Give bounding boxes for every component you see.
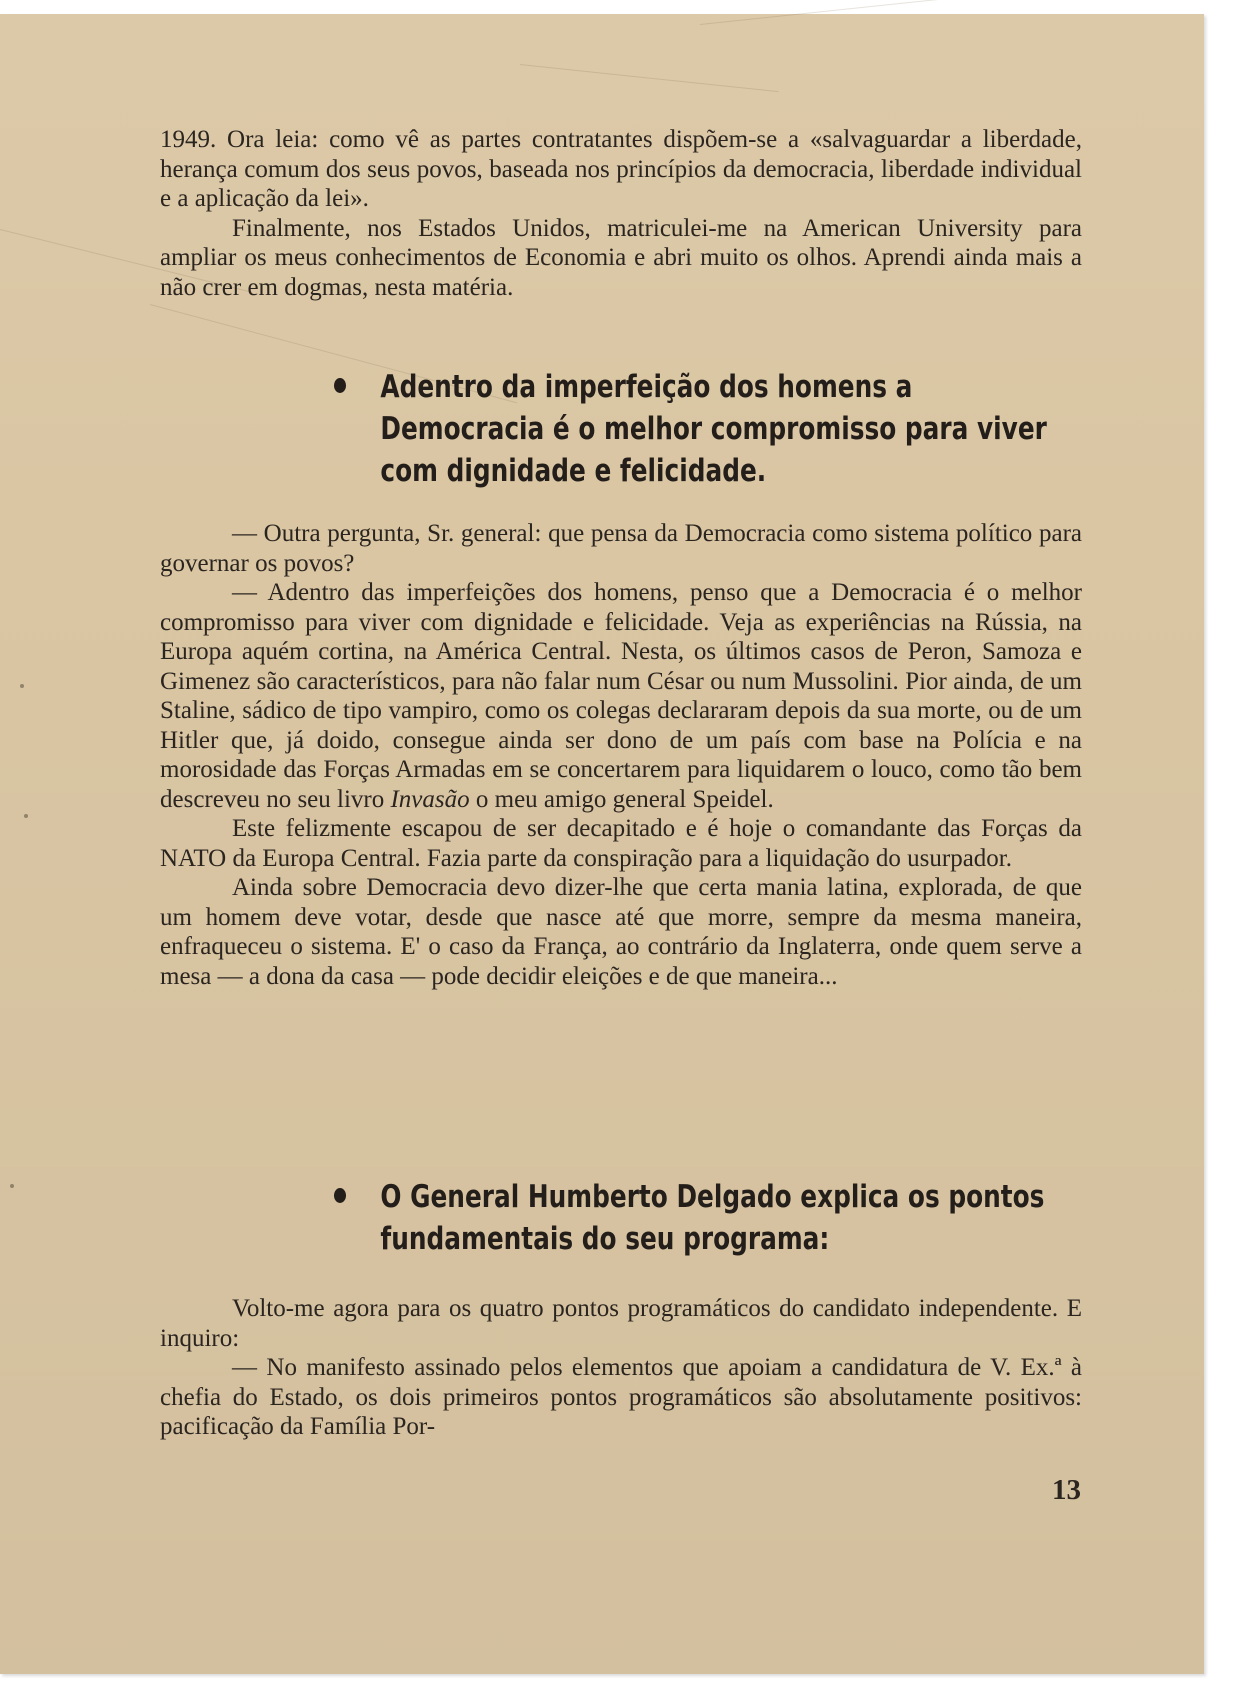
interview-text bbox=[160, 519, 1082, 991]
paragraph-speidel: Este felizmente escapou de ser decapitado e é hoje o comandante das Forças da NATO da Europa Central. Fazia parte da conspiração para a liquidação do usurpador. bbox=[160, 815, 1082, 872]
program-text bbox=[160, 1294, 1082, 1442]
paper-crease bbox=[520, 64, 779, 92]
section-heading-programa bbox=[334, 1176, 1045, 1260]
heading-text: Adentro da imperfeição dos homens a Democracia é o melhor compromisso para viver com dignidade e felicidade. bbox=[380, 369, 1047, 489]
paragraph-mania-latina: Ainda sobre Democracia devo dizer-lhe que certa mania latina, explorada, de que um homem deve votar, desde que nasce até que morre, sempre da mesma maneira, enfraqueceu o sistema. E' o caso da França, ao contrário da Inglaterra, onde quem serve a mesa — a dona da casa — pode decidir eleições e de que maneira... bbox=[160, 874, 1082, 990]
book-title: Invasão bbox=[390, 785, 470, 813]
paper-speck bbox=[20, 684, 24, 688]
bullet-icon bbox=[334, 378, 346, 393]
paper-crease bbox=[700, 0, 1118, 25]
page-number: 13 bbox=[1052, 1474, 1081, 1506]
answer-paragraph bbox=[160, 578, 1082, 814]
opening-text bbox=[160, 125, 1082, 302]
paragraph-volto: Volto-me agora para os quatro pontos programáticos do candidato independente. E inquiro: bbox=[160, 1295, 1082, 1352]
question-manifesto: — No manifesto assinado pelos elementos que apoiam a candidatura de V. Ex.ª à chefia do Estado, os dois primeiros pontos programáticos são absolutamente positivos: pacificação da Família Por- bbox=[160, 1354, 1082, 1440]
paper-speck bbox=[10, 1184, 14, 1188]
intro-paragraph: 1949. Ora leia: como vê as partes contratantes dispõem-se a «salvaguardar a liberdade, herança comum dos seus povos, baseada nos princípios da democracia, liberdade individual e a aplicação da lei». bbox=[160, 126, 1082, 212]
answer-text-end: o meu amigo general Speidel. bbox=[469, 785, 774, 813]
section-heading-democracia bbox=[334, 366, 1047, 492]
heading-text: O General Humberto Delgado explica os pontos fundamentais do seu programa: bbox=[380, 1179, 1045, 1257]
answer-text-start: — Adentro das imperfeições dos homens, penso que a Democracia é o melhor compromisso para viver com dignidade e felicidade. Veja as experiências na Rússia, na Europa aquém cortina, na América Central. Nesta, os últimos casos de Peron, Samoza e Gimenez são característicos, para não falar num César ou num Mussolini. Pior ainda, de um Staline, sádico de tipo vampiro, como os colegas declararam depois da sua morte, ou de um Hitler que, já doido, consegue ainda ser dono de um país com base na Polícia e na morosidade das Forças Armadas em se concertarem para liquidarem o louco, como tão bem descreveu no seu livro bbox=[160, 579, 1082, 813]
question-paragraph: — Outra pergunta, Sr. general: que pensa da Democracia como sistema político para governar os povos? bbox=[160, 520, 1082, 577]
bullet-icon bbox=[334, 1188, 346, 1203]
paragraph-american-university: Finalmente, nos Estados Unidos, matriculei-me na American University para ampliar os meus conhecimentos de Economia e abri muito os olhos. Aprendi ainda mais a não crer em dogmas, nesta matéria. bbox=[160, 214, 1082, 301]
paper-speck bbox=[24, 814, 28, 818]
